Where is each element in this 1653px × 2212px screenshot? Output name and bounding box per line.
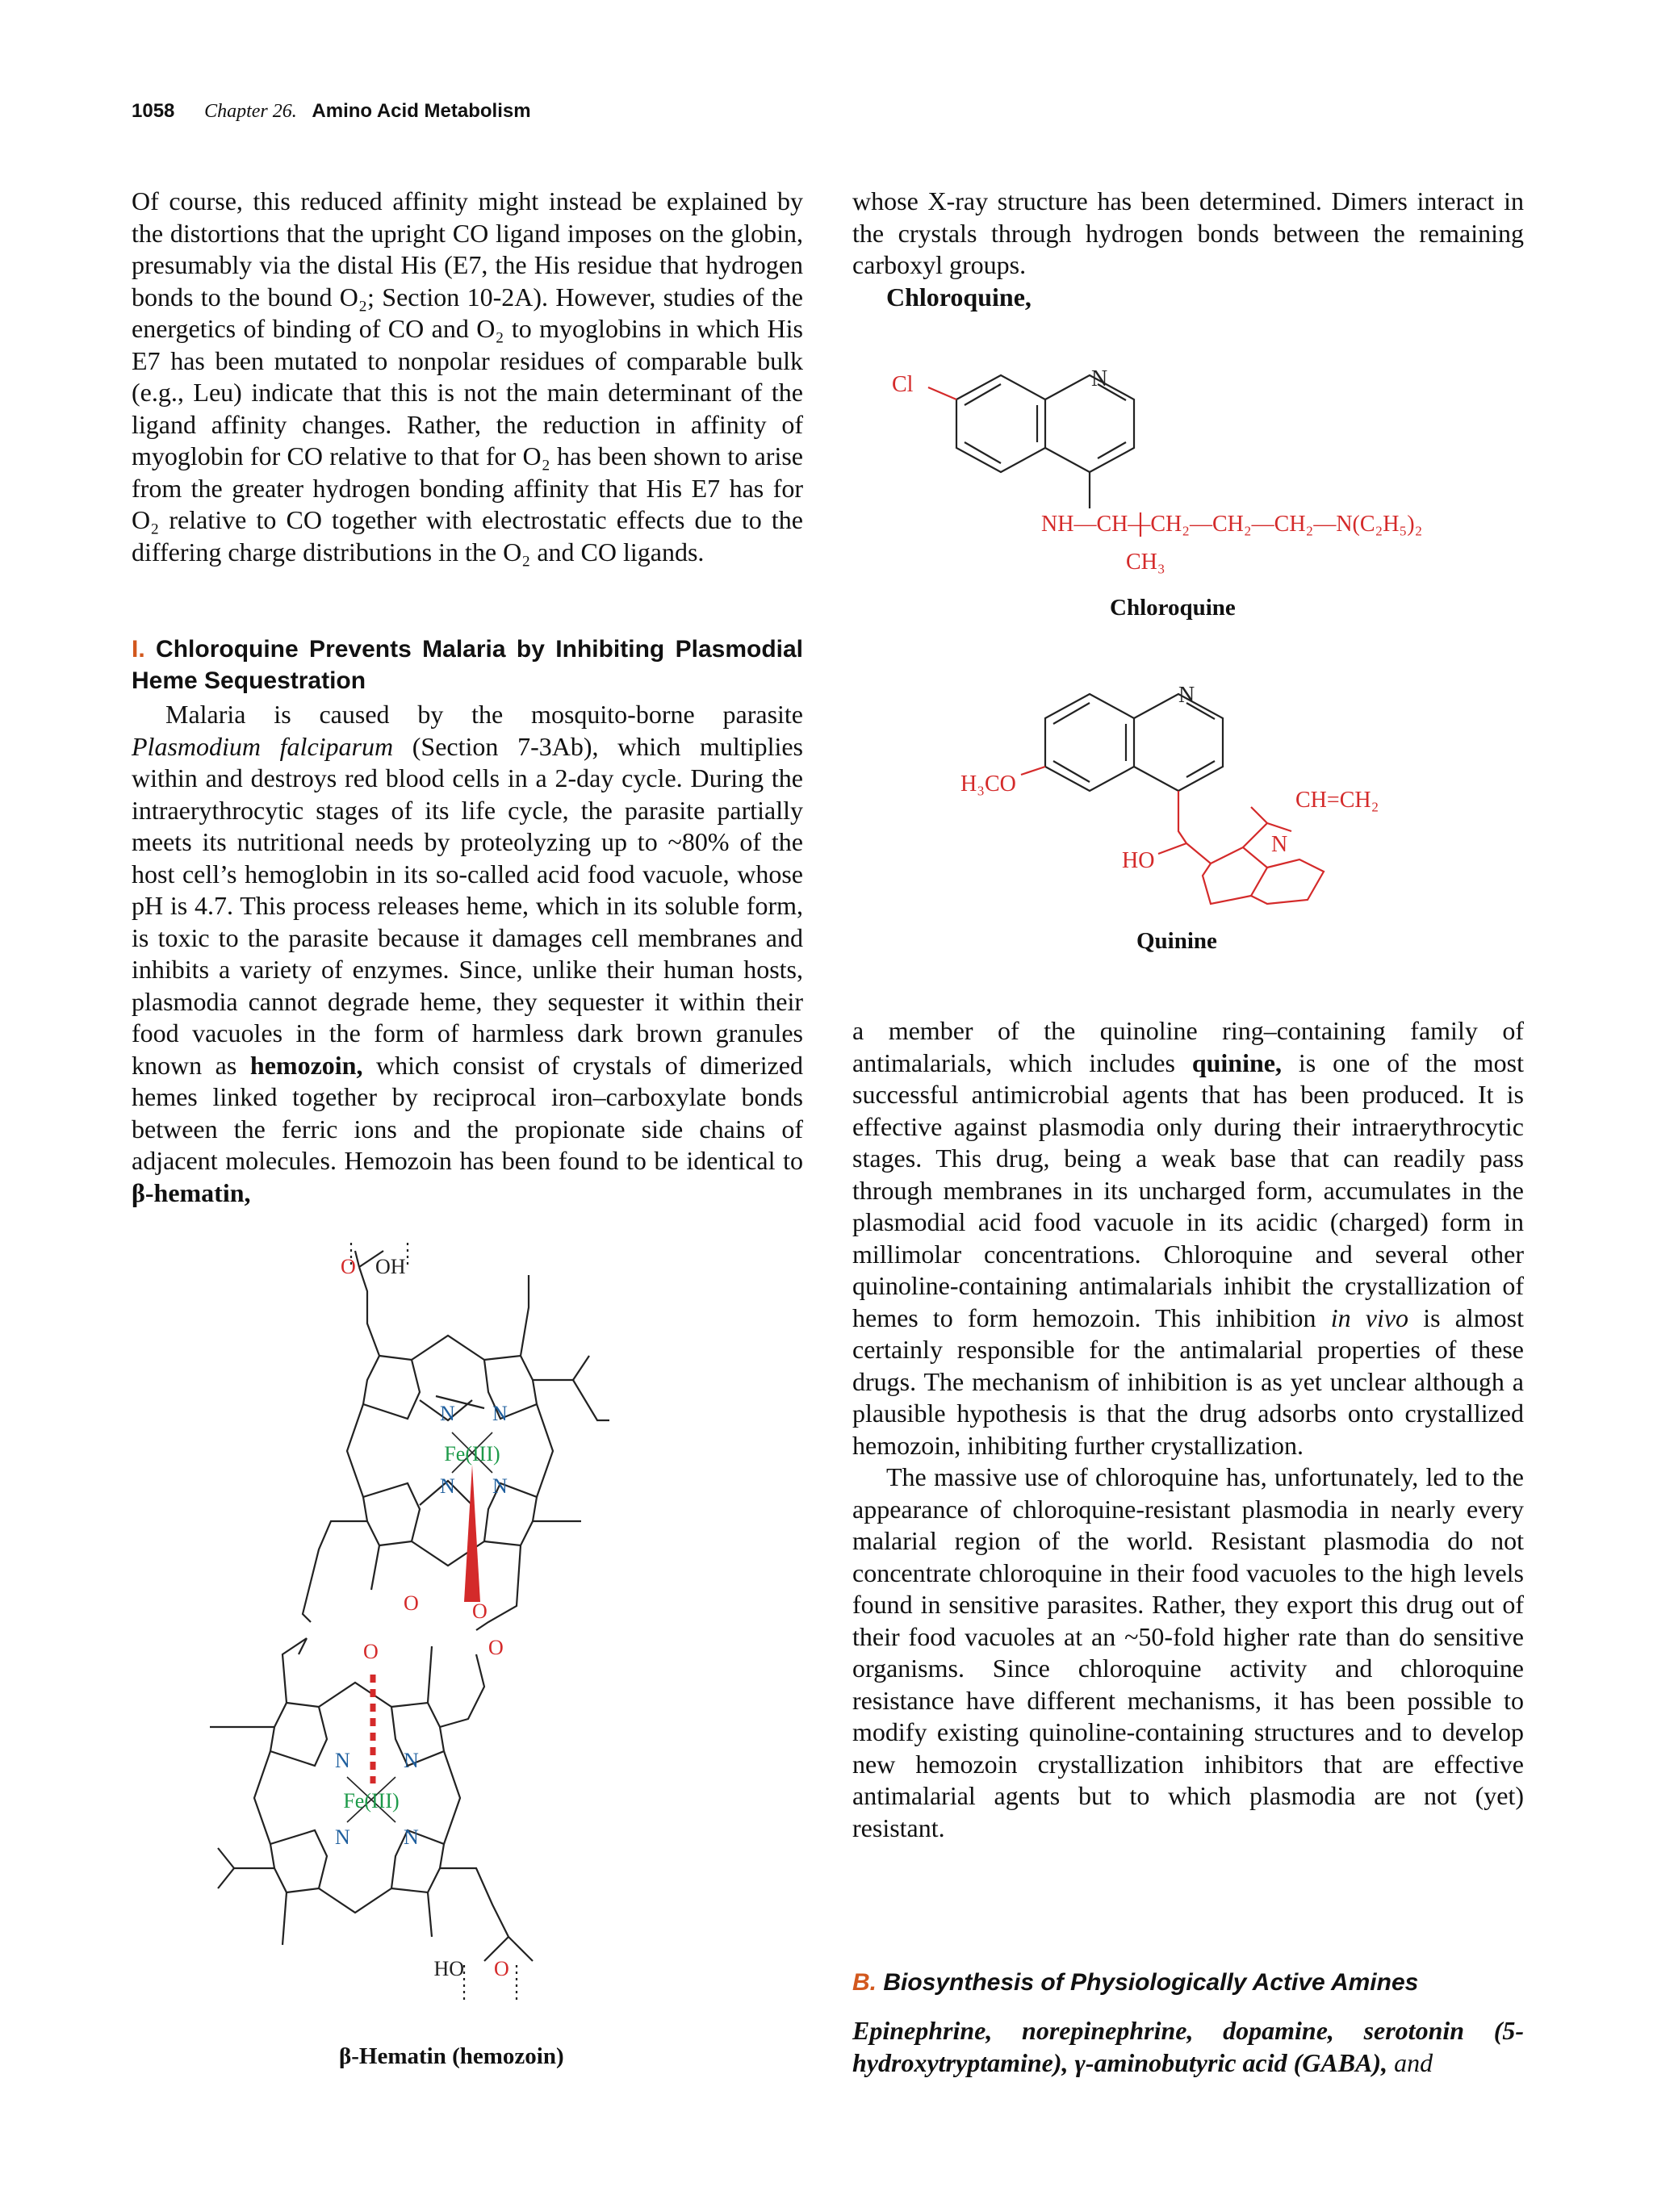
section-letter: I. [132,636,145,663]
side-chain-label: NH—CH—CH₂—CH₂—CH₂—N(C₂H₅)₂ [1041,512,1423,537]
species-name: Plasmodium falciparum [132,731,394,761]
term-in-vivo: in vivo [1330,1303,1409,1332]
nitrogen-label: N [440,1474,455,1498]
vinyl-label: CH=CH₂ [1295,788,1379,813]
term-beta-hematin: β-hematin, [132,1177,251,1207]
amine-list: Epinephrine, norepinephrine, dopamine, serotonin (5-hydroxytryptamine), γ-aminobutyric acid (GABA), [852,2016,1524,2077]
hematin-caption: β-Hematin (hemozoin) [339,2043,564,2069]
oxygen-label: O [494,1957,509,1980]
nitrogen-label: N [492,1402,508,1425]
chapter-title: Amino Acid Metabolism [312,100,531,122]
pyrrole-ring [363,1483,420,1545]
section-letter: B. [852,1969,877,1996]
text-run: which consist of crystals of dimerized hemes linked together by reciprocal iron–carboxylate bonds between the ferric ions and the propionate side chains of adjacent molecules. Hemozoin has been found to be identical to [132,1050,804,1175]
quinuclidine-nitrogen-label: N [1271,832,1288,857]
nitrogen-label: N [404,1825,419,1849]
text-run: and [1387,2047,1433,2077]
nitrogen-label: N [492,1474,508,1498]
pyridine-ring [1045,375,1134,472]
right-column-text-3 [852,2015,1524,2079]
nitrogen-label: N [1091,366,1108,391]
right-column-text [852,186,1524,313]
quinine-caption: Quinine [1136,928,1217,954]
chlorine-label: Cl [892,372,914,397]
paragraph [852,2015,1524,2079]
pyridine-ring [1134,694,1223,791]
oxygen-label: O [363,1640,379,1663]
pyrrole-ring [270,1830,327,1892]
term-quinine: quinine, [1191,1047,1282,1077]
left-column-text-2 [132,699,803,1209]
text-run: Malaria is caused by the mosquito-borne parasite [165,700,803,729]
text-run: is one of the most successful antimicrobial agents that has been produced. It is effective against plasmodia only during their intraerythrocytic stages. This drug, being a weak base that can readily pass through membranes in its uncharged form, accumulates in the plasmodial acid food vacuole in its acidic (charged) form in millimolar concentrations. Chloroquine and several other quinoline-containing antimalarials inhibit the crystallization of hemes to form hemozoin. This inhibition [852,1047,1525,1332]
oxygen-label: O [341,1255,356,1278]
methoxy-label: H₃CO [960,771,1016,797]
oxygen-label: O [488,1636,504,1659]
beta-hematin-structure [161,1235,775,2018]
paragraph [132,699,803,1209]
oxygen-label: O [472,1599,488,1623]
term-hemozoin: hemozoin, [249,1050,363,1080]
hydroxyl-label: HO [1122,848,1155,873]
section-heading [852,1967,1524,1998]
quinine-structure [944,670,1461,928]
oxygen-label: O [404,1591,419,1615]
paragraph: Of course, this reduced affinity might instead be explained by the distortions that the upright CO ligand imposes on the globin, presumably via the distal His (E7, the His residue that hydrogen bonds to the bound O₂; Section 10-2A). However, studies of the energetics of binding of CO and O₂ to myoglobins in which His E7 has been mutated to nonpolar residues of comparable bulk (e.g., Leu) indicate that this is not the main determinant of the ligand affinity changes. Rather, the reduction in affinity of myoglobin for CO relative to that for O₂ has been shown to arise from the greater hydrogen bonding affinity that His E7 has for O₂ relative to CO together with electrostatic effects due to the differing charge distributions in the O₂ and CO ligands. [132,186,803,567]
iron-label: Fe(III) [343,1789,400,1813]
pyrrole-ring [270,1703,327,1766]
running-header [132,100,531,123]
benzene-ring [1045,694,1134,791]
section-title: Biosynthesis of Physiologically Active Amines [883,1969,1419,1996]
paragraph [852,1015,1524,1461]
nitrogen-label: N [335,1749,350,1772]
nitrogen-label: N [1178,683,1195,708]
fe-o-wedge-bond [464,1465,480,1602]
chapter-label: Chapter 26. [204,101,297,122]
benzene-ring [956,375,1045,472]
iron-label: Fe(III) [444,1442,500,1466]
nitrogen-label: N [335,1825,350,1849]
paragraph: The massive use of chloroquine has, unfortunately, led to the appearance of chloroquine-resistant plasmodia in nearly every malarial region of the world. Resistant plasmodia do not concentrate chloroquine in their food vacuoles to the high levels found in sensitive parasites. Rather, they export this drug out of their food vacuoles at an ~50-fold higher rate than do sensitive organisms. Since chloroquine activity and chloroquine resistance have different mechanisms, it has been possible to modify existing quinoline-containing structures and to develop new hemozoin crystallization inhibitors that are effective antimalarial agents but to which plasmodia are not (yet) resistant. [852,1462,1524,1842]
chloroquine-caption: Chloroquine [1110,595,1236,621]
text-run: is almost certainly responsible for the antimalarial properties of these drugs. The mechanism of inhibition is as yet unclear although a plausible hypothesis is that the drug adsorbs onto crystallized hemozoin, inhibiting further crystallization. [852,1303,1525,1460]
chloroquine-structure [864,355,1525,621]
text-run: (Section 7-3Ab), which multiplies within and destroys red blood cells in a 2-day cycle. During the intraerythrocytic stages of its life cycle, the parasite partially meets its nutritional needs by proteolyzing up to ~80% of the host cell’s hemoglobin in its so-called acid food vacuole, whose pH is 4.7. This process releases heme, which in its soluble form, is toxic to the parasite because it damages cell membranes and inhibits a variety of enzymes. Since, unlike their human hosts, plasmodia cannot degrade heme, they sequester it within their food vacuoles in the form of harmless dark brown granules known as [132,731,804,1080]
page-number: 1058 [132,100,175,122]
ho-label: HO [433,1957,464,1980]
left-column-text [132,186,803,568]
section-title: Chloroquine Prevents Malaria by Inhibiting Plasmodial Heme Sequestration [132,636,803,694]
nitrogen-label: N [404,1749,419,1772]
lead-term: Chloroquine, [886,282,1032,312]
right-column-text-2 [852,1015,1524,1844]
paragraph: whose X-ray structure has been determined. Dimers interact in the crystals through hydrogen bonds between the remaining carboxyl groups. [852,186,1524,279]
text-run: a member of the quinoline ring–containing family of antimalarials, which includes [852,1016,1524,1077]
methyl-label: CH₃ [1126,550,1165,575]
oh-label: OH [375,1255,406,1278]
section-heading [132,633,803,696]
nitrogen-label: N [440,1402,455,1425]
pyrrole-ring [363,1356,420,1419]
